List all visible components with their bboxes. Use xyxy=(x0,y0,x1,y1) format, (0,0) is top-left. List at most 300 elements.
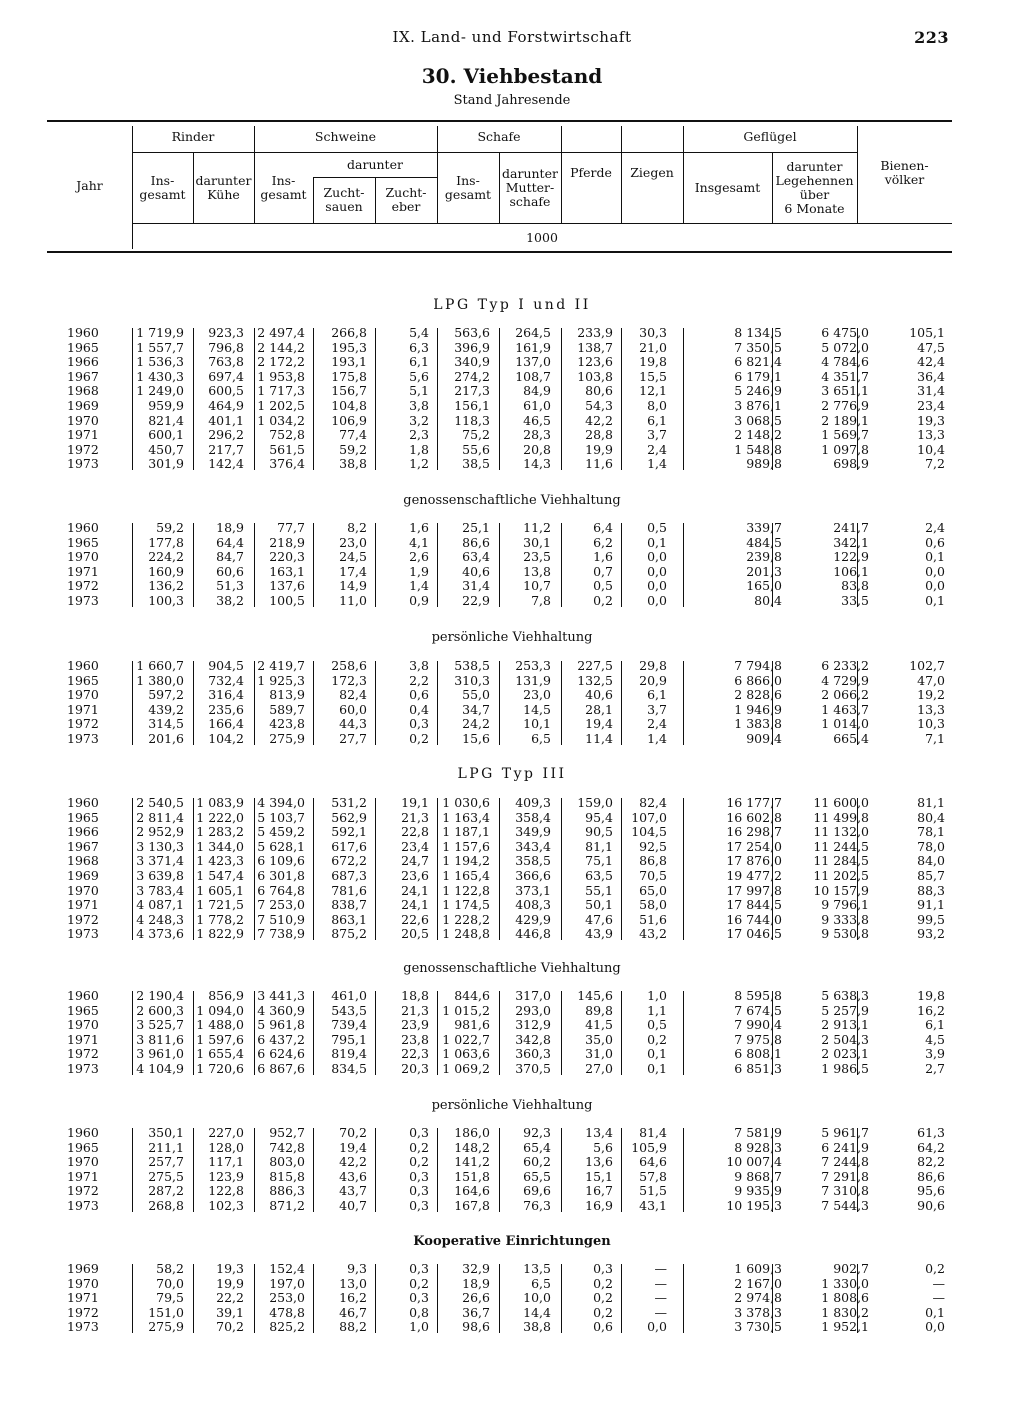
value-cell: 592,1 xyxy=(331,824,367,840)
value-cell: 54,3 xyxy=(585,397,613,413)
value-cell: 92,3 xyxy=(523,1125,551,1140)
value-cell: 64,6 xyxy=(639,1154,667,1170)
value-cell: 5 961,7 xyxy=(821,1125,869,1140)
value-cell: 51,6 xyxy=(639,911,667,927)
value-cell: 0,9 xyxy=(409,592,429,608)
value-cell: 217,3 xyxy=(454,383,490,399)
value-cell: 274,2 xyxy=(454,368,490,384)
value-cell: 36,7 xyxy=(462,1304,490,1320)
year-cell: 1971 xyxy=(67,1168,99,1184)
value-cell: 9 530,8 xyxy=(821,926,869,942)
value-cell: 91,1 xyxy=(917,897,945,913)
value-cell: 47,0 xyxy=(917,672,945,688)
value-cell: 698,9 xyxy=(833,456,869,472)
value-cell: 902,7 xyxy=(833,1261,869,1276)
value-cell: 6 764,8 xyxy=(257,882,305,898)
value-cell: 1,6 xyxy=(409,520,429,535)
value-cell: 14,4 xyxy=(523,1304,551,1320)
value-cell: 4,5 xyxy=(925,1031,945,1047)
table-row xyxy=(47,443,952,458)
section-rows xyxy=(47,796,952,942)
value-cell: 0,0 xyxy=(925,1319,945,1335)
value-cell: 1 822,9 xyxy=(196,926,244,942)
value-cell: 16 298,7 xyxy=(726,824,782,840)
value-cell: 61,3 xyxy=(917,1125,945,1140)
value-cell: 1 597,6 xyxy=(196,1031,244,1047)
value-cell: 18,8 xyxy=(401,988,429,1003)
table-row xyxy=(47,1306,952,1321)
value-cell: 21,3 xyxy=(401,1002,429,1018)
value-cell: 0,2 xyxy=(593,1290,613,1306)
value-cell: 13,6 xyxy=(585,1154,613,1170)
value-cell: — xyxy=(654,1304,667,1320)
table-row xyxy=(47,536,952,551)
year-cell: 1969 xyxy=(67,867,99,883)
value-cell: 0,2 xyxy=(409,1275,429,1291)
value-cell: 36,4 xyxy=(917,368,945,384)
value-cell: 6 233,2 xyxy=(821,658,869,673)
value-cell: 18,9 xyxy=(462,1275,490,1291)
year-cell: 1973 xyxy=(67,1060,99,1076)
value-cell: 2 066,2 xyxy=(821,687,869,703)
value-cell: 76,3 xyxy=(523,1197,551,1213)
section-rows xyxy=(47,521,952,609)
table-row xyxy=(47,565,952,580)
value-cell: 148,2 xyxy=(454,1139,490,1155)
value-cell: 0,2 xyxy=(647,1031,667,1047)
value-cell: 781,6 xyxy=(331,882,367,898)
year-cell: 1970 xyxy=(67,882,99,898)
value-cell: — xyxy=(932,1275,945,1291)
chapter-header: IX. Land- und Forstwirtschaft xyxy=(392,28,632,46)
year-cell: 1965 xyxy=(67,1139,99,1155)
value-cell: 1 423,3 xyxy=(196,853,244,869)
value-cell: 1 097,8 xyxy=(821,441,869,457)
value-cell: 70,2 xyxy=(216,1319,244,1335)
value-cell: 27,7 xyxy=(339,730,367,746)
value-cell: 10 007,4 xyxy=(726,1154,782,1170)
table-row xyxy=(47,1199,952,1214)
value-cell: 64,4 xyxy=(216,534,244,550)
value-cell: 563,6 xyxy=(454,325,490,340)
value-cell: 23,6 xyxy=(401,867,429,883)
value-cell: 1 249,0 xyxy=(136,383,184,399)
value-cell: 264,5 xyxy=(515,325,551,340)
value-cell: 3,9 xyxy=(925,1046,945,1062)
value-cell: 813,9 xyxy=(269,687,305,703)
value-cell: 22,2 xyxy=(216,1290,244,1306)
value-cell: 11 202,5 xyxy=(813,867,869,883)
value-cell: 600,5 xyxy=(208,383,244,399)
value-cell: 7,1 xyxy=(925,730,945,746)
value-cell: 42,4 xyxy=(917,354,945,370)
year-cell: 1973 xyxy=(67,926,99,942)
value-cell: 163,1 xyxy=(269,563,305,579)
value-cell: 3 730,5 xyxy=(734,1319,782,1335)
value-cell: 41,5 xyxy=(585,1017,613,1033)
value-cell: 886,3 xyxy=(269,1183,305,1199)
year-cell: 1972 xyxy=(67,578,99,594)
col-legehennen: darunter Legehennen über 6 Monate xyxy=(775,158,854,216)
value-cell: 2 974,8 xyxy=(734,1290,782,1306)
value-cell: 40,7 xyxy=(339,1197,367,1213)
section-label: genossenschaftliche Viehhaltung xyxy=(403,493,621,508)
value-cell: 19,3 xyxy=(917,412,945,428)
value-cell: 70,0 xyxy=(156,1275,184,1291)
year-cell: 1968 xyxy=(67,853,99,869)
year-cell: 1971 xyxy=(67,563,99,579)
value-cell: 819,4 xyxy=(331,1046,367,1062)
value-cell: 838,7 xyxy=(331,897,367,913)
value-cell: 11,0 xyxy=(339,592,367,608)
value-cell: 217,7 xyxy=(208,441,244,457)
value-cell: 141,2 xyxy=(454,1154,490,1170)
value-cell: 268,8 xyxy=(148,1197,184,1213)
value-cell: 42,2 xyxy=(585,412,613,428)
value-cell: 3 371,4 xyxy=(136,853,184,869)
value-cell: 75,2 xyxy=(462,427,490,443)
value-cell: 4 784,6 xyxy=(821,354,869,370)
value-cell: 1,0 xyxy=(409,1319,429,1335)
value-cell: 6,1 xyxy=(647,687,667,703)
value-cell: 821,4 xyxy=(148,412,184,428)
value-cell: 1 283,2 xyxy=(196,824,244,840)
section-rows xyxy=(47,989,952,1077)
value-cell: 0,0 xyxy=(647,592,667,608)
value-cell: 16 744,0 xyxy=(726,911,782,927)
section-rows xyxy=(47,1126,952,1214)
value-cell: 2,6 xyxy=(409,549,429,565)
value-cell: 23,0 xyxy=(339,534,367,550)
value-cell: 77,7 xyxy=(277,520,305,535)
value-cell: 23,9 xyxy=(401,1017,429,1033)
table-row xyxy=(47,384,952,399)
group-schweine: Schweine xyxy=(314,129,377,144)
year-cell: 1969 xyxy=(67,1261,99,1276)
year-cell: 1970 xyxy=(67,412,99,428)
value-cell: 0,1 xyxy=(647,1046,667,1062)
value-cell: 342,1 xyxy=(833,534,869,550)
value-cell: 86,8 xyxy=(639,853,667,869)
value-cell: 2 600,3 xyxy=(136,1002,184,1018)
year-cell: 1965 xyxy=(67,339,99,355)
year-cell: 1968 xyxy=(67,383,99,399)
value-cell: 6 821,4 xyxy=(734,354,782,370)
value-cell: 0,3 xyxy=(409,1168,429,1184)
value-cell: 55,0 xyxy=(462,687,490,703)
value-cell: 1,6 xyxy=(593,549,613,565)
value-cell: 0,3 xyxy=(409,1183,429,1199)
value-cell: 856,9 xyxy=(208,988,244,1003)
value-cell: 7 975,8 xyxy=(734,1031,782,1047)
value-cell: 1 222,0 xyxy=(196,809,244,825)
value-cell: 118,3 xyxy=(454,412,490,428)
value-cell: 1 202,5 xyxy=(257,397,305,413)
year-cell: 1960 xyxy=(67,520,99,535)
year-cell: 1973 xyxy=(67,1319,99,1335)
value-cell: 3,2 xyxy=(409,412,429,428)
value-cell: 30,1 xyxy=(523,534,551,550)
value-cell: 1 536,3 xyxy=(136,354,184,370)
value-cell: 63,4 xyxy=(462,549,490,565)
value-cell: 358,5 xyxy=(515,853,551,869)
col-zuchteber: Zucht- eber xyxy=(385,185,427,214)
value-cell: 25,1 xyxy=(462,520,490,535)
value-cell: 14,3 xyxy=(523,456,551,472)
value-cell: 58,2 xyxy=(156,1261,184,1276)
value-cell: 20,3 xyxy=(401,1060,429,1076)
value-cell: 253,0 xyxy=(269,1290,305,1306)
value-cell: 17 844,5 xyxy=(726,897,782,913)
value-cell: 959,9 xyxy=(148,397,184,413)
table-row xyxy=(47,1126,952,1141)
value-cell: 1,4 xyxy=(647,456,667,472)
value-cell: 55,6 xyxy=(462,441,490,457)
value-cell: 5 628,1 xyxy=(257,838,305,854)
value-cell: 95,6 xyxy=(917,1183,945,1199)
value-cell: 1 330,0 xyxy=(821,1275,869,1291)
value-cell: 104,8 xyxy=(331,397,367,413)
value-cell: 0,6 xyxy=(593,1319,613,1335)
value-cell: 70,2 xyxy=(339,1125,367,1140)
value-cell: 0,0 xyxy=(647,578,667,594)
value-cell: 17 254,0 xyxy=(726,838,782,854)
value-cell: 0,5 xyxy=(647,520,667,535)
value-cell: 739,4 xyxy=(331,1017,367,1033)
value-cell: 2 023,1 xyxy=(821,1046,869,1062)
value-cell: 0,2 xyxy=(593,592,613,608)
value-cell: 5 072,0 xyxy=(821,339,869,355)
value-cell: 55,1 xyxy=(585,882,613,898)
section-label: genossenschaftliche Viehhaltung xyxy=(403,961,621,976)
value-cell: 439,2 xyxy=(148,701,184,717)
section-label: persönliche Viehhaltung xyxy=(431,1098,593,1113)
value-cell: 100,3 xyxy=(148,592,184,608)
value-cell: 796,8 xyxy=(208,339,244,355)
value-cell: 23,0 xyxy=(523,687,551,703)
value-cell: 90,5 xyxy=(585,824,613,840)
year-cell: 1972 xyxy=(67,441,99,457)
value-cell: 82,4 xyxy=(639,795,667,810)
value-cell: 1 163,4 xyxy=(442,809,490,825)
table-row xyxy=(47,854,952,869)
value-cell: 239,8 xyxy=(746,549,782,565)
value-cell: 343,4 xyxy=(515,838,551,854)
value-cell: 863,1 xyxy=(331,911,367,927)
value-cell: 18,9 xyxy=(216,520,244,535)
value-cell: 128,0 xyxy=(208,1139,244,1155)
col-schweine-darunter: darunter xyxy=(347,156,403,172)
value-cell: 9 796,1 xyxy=(821,897,869,913)
value-cell: 235,6 xyxy=(208,701,244,717)
value-cell: 50,1 xyxy=(585,897,613,913)
value-cell: 5,4 xyxy=(409,325,429,340)
value-cell: 1 069,2 xyxy=(442,1060,490,1076)
value-cell: 0,8 xyxy=(409,1304,429,1320)
value-cell: 1 778,2 xyxy=(196,911,244,927)
table-row xyxy=(47,1033,952,1048)
value-cell: 0,5 xyxy=(593,578,613,594)
value-cell: 803,0 xyxy=(269,1154,305,1170)
value-cell: 86,6 xyxy=(462,534,490,550)
value-cell: 349,9 xyxy=(515,824,551,840)
value-cell: 23,5 xyxy=(523,549,551,565)
value-cell: 33,5 xyxy=(841,592,869,608)
value-cell: 3 068,5 xyxy=(734,412,782,428)
value-cell: 46,5 xyxy=(523,412,551,428)
value-cell: 137,6 xyxy=(269,578,305,594)
value-cell: 7 581,9 xyxy=(734,1125,782,1140)
value-cell: 1 022,7 xyxy=(442,1031,490,1047)
year-cell: 1960 xyxy=(67,795,99,810)
value-cell: 401,1 xyxy=(208,412,244,428)
table-row xyxy=(47,840,952,855)
value-cell: 6 475,0 xyxy=(821,325,869,340)
value-cell: 107,0 xyxy=(631,809,667,825)
value-cell: 1 194,2 xyxy=(442,853,490,869)
value-cell: 28,8 xyxy=(585,427,613,443)
col-rinder-insgesamt: Ins- gesamt xyxy=(139,172,186,202)
table-row xyxy=(47,1320,952,1335)
table-row xyxy=(47,898,952,913)
value-cell: 13,0 xyxy=(339,1275,367,1291)
value-cell: 99,5 xyxy=(917,911,945,927)
value-cell: 543,5 xyxy=(331,1002,367,1018)
value-cell: 0,3 xyxy=(409,1125,429,1140)
value-cell: 160,9 xyxy=(148,563,184,579)
value-cell: 19,1 xyxy=(401,795,429,810)
value-cell: 78,1 xyxy=(917,824,945,840)
value-cell: 105,9 xyxy=(631,1139,667,1155)
value-cell: 6,5 xyxy=(531,1275,551,1291)
group-rinder: Rinder xyxy=(171,129,215,144)
value-cell: 1 248,8 xyxy=(442,926,490,942)
value-cell: 2 148,2 xyxy=(734,427,782,443)
value-cell: 3 525,7 xyxy=(136,1017,184,1033)
value-cell: 0,1 xyxy=(647,534,667,550)
value-cell: 38,5 xyxy=(462,456,490,472)
value-cell: 20,8 xyxy=(523,441,551,457)
table-row xyxy=(47,811,952,826)
value-cell: 43,6 xyxy=(339,1168,367,1184)
value-cell: 39,1 xyxy=(216,1304,244,1320)
value-cell: 10 195,3 xyxy=(726,1197,782,1213)
value-cell: 164,6 xyxy=(454,1183,490,1199)
value-cell: 152,4 xyxy=(269,1261,305,1276)
table-row xyxy=(47,1141,952,1156)
value-cell: 1 557,7 xyxy=(136,339,184,355)
year-cell: 1970 xyxy=(67,1154,99,1170)
value-cell: 3 961,0 xyxy=(136,1046,184,1062)
value-cell: 138,7 xyxy=(577,339,613,355)
value-cell: 10,7 xyxy=(523,578,551,594)
value-cell: 6 851,3 xyxy=(734,1060,782,1076)
value-cell: 1 925,3 xyxy=(257,672,305,688)
value-cell: 104,5 xyxy=(631,824,667,840)
value-cell: 253,3 xyxy=(515,658,551,673)
group-gefluegel: Geflügel xyxy=(743,129,797,144)
value-cell: 241,7 xyxy=(833,520,869,535)
section-rows xyxy=(47,1262,952,1335)
value-cell: 43,7 xyxy=(339,1183,367,1199)
value-cell: 538,5 xyxy=(454,658,490,673)
value-cell: 875,2 xyxy=(331,926,367,942)
value-cell: 21,3 xyxy=(401,809,429,825)
value-cell: 8 134,5 xyxy=(734,325,782,340)
value-cell: 0,3 xyxy=(409,1261,429,1276)
value-cell: 1 014,0 xyxy=(821,716,869,732)
value-cell: — xyxy=(654,1261,667,1276)
table-row xyxy=(47,1291,952,1306)
value-cell: 2,3 xyxy=(409,427,429,443)
value-cell: 42,2 xyxy=(339,1154,367,1170)
value-cell: 2 540,5 xyxy=(136,795,184,810)
value-cell: 1 463,7 xyxy=(821,701,869,717)
value-cell: 1 660,7 xyxy=(136,658,184,673)
value-cell: 342,8 xyxy=(515,1031,551,1047)
value-cell: — xyxy=(654,1275,667,1291)
year-cell: 1970 xyxy=(67,1017,99,1033)
year-cell: 1970 xyxy=(67,549,99,565)
value-cell: 21,0 xyxy=(639,339,667,355)
value-cell: 93,2 xyxy=(917,926,945,942)
value-cell: 123,9 xyxy=(208,1168,244,1184)
value-cell: 0,4 xyxy=(409,701,429,717)
value-cell: 1,9 xyxy=(409,563,429,579)
value-cell: 78,0 xyxy=(917,838,945,854)
value-cell: 3,7 xyxy=(647,701,667,717)
value-cell: 13,8 xyxy=(523,563,551,579)
year-cell: 1966 xyxy=(67,824,99,840)
value-cell: 132,5 xyxy=(577,672,613,688)
value-cell: 408,3 xyxy=(515,897,551,913)
value-cell: 12,1 xyxy=(639,383,667,399)
value-cell: 3 811,6 xyxy=(136,1031,184,1047)
year-cell: 1966 xyxy=(67,354,99,370)
value-cell: 70,5 xyxy=(639,867,667,883)
value-cell: 9 333,8 xyxy=(821,911,869,927)
value-cell: 339,7 xyxy=(746,520,782,535)
value-cell: 28,1 xyxy=(585,701,613,717)
value-cell: 7 674,5 xyxy=(734,1002,782,1018)
value-cell: 6 179,1 xyxy=(734,368,782,384)
table-row xyxy=(47,399,952,414)
value-cell: 1 808,6 xyxy=(821,1290,869,1306)
value-cell: 1,1 xyxy=(647,1002,667,1018)
value-cell: 16,2 xyxy=(917,1002,945,1018)
value-cell: 2 497,4 xyxy=(257,325,305,340)
value-cell: 0,2 xyxy=(593,1304,613,1320)
value-cell: 825,2 xyxy=(269,1319,305,1335)
value-cell: 7,8 xyxy=(531,592,551,608)
value-cell: 23,8 xyxy=(401,1031,429,1047)
value-cell: 6,1 xyxy=(647,412,667,428)
value-cell: 218,9 xyxy=(269,534,305,550)
value-cell: 312,9 xyxy=(515,1017,551,1033)
value-cell: 5 638,3 xyxy=(821,988,869,1003)
value-cell: 10 157,9 xyxy=(813,882,869,898)
value-cell: 2 828,6 xyxy=(734,687,782,703)
value-cell: 24,7 xyxy=(401,853,429,869)
value-cell: 47,6 xyxy=(585,911,613,927)
value-cell: 142,4 xyxy=(208,456,244,472)
value-cell: 5 246,9 xyxy=(734,383,782,399)
table-row xyxy=(47,341,952,356)
year-cell: 1972 xyxy=(67,716,99,732)
value-cell: 31,4 xyxy=(462,578,490,594)
year-cell: 1973 xyxy=(67,730,99,746)
value-cell: 186,0 xyxy=(454,1125,490,1140)
